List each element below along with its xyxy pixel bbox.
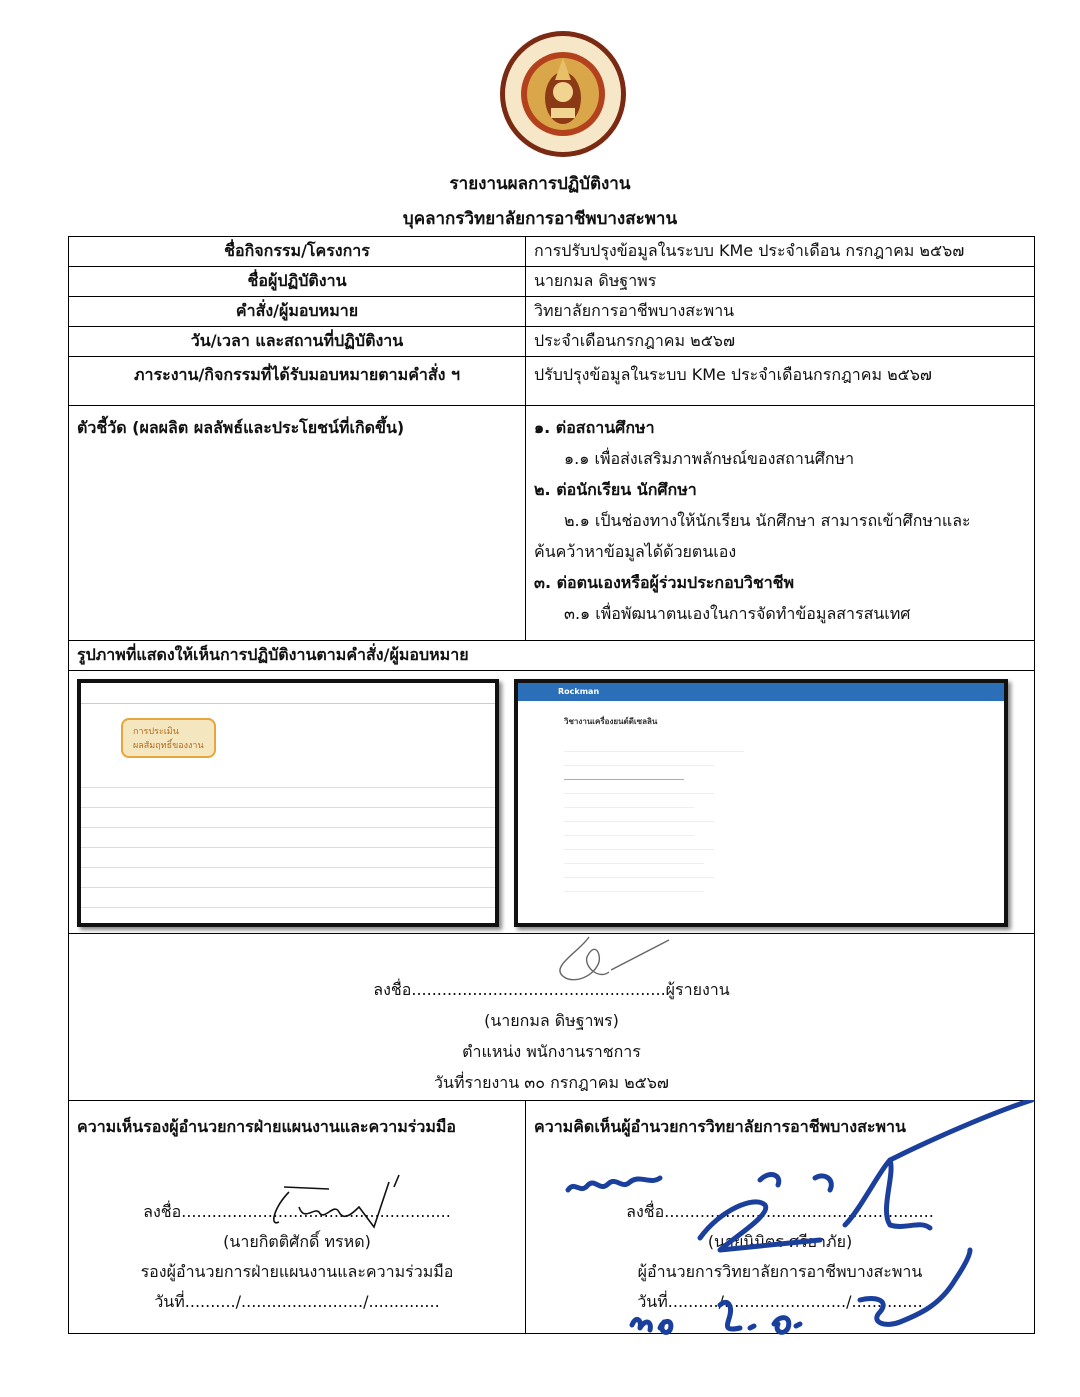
indicator-item: ๑.๑ เพื่อส่งเสริมภาพลักษณ์ของสถานศึกษา [564,449,855,468]
deputy-date-line: วันที่........../......................../.............. [154,1292,440,1311]
indicator-heading: ๒. ต่อนักเรียน นักศึกษา [534,480,697,499]
indicator-item: ๒.๑ เป็นช่องทางให้นักเรียน นักศึกษา สามารถเข้าศึกษาและ [564,511,971,530]
table-row [69,297,1035,327]
director-heading: ความคิดเห็นผู้อำนวยการวิทยาลัยการอาชีพบางสะพาน [534,1117,906,1136]
task-label: ภาระงาน/กิจกรรมที่ได้รับมอบหมายตามคำสั่ง ฯ [69,357,526,406]
reporter-row [69,934,1035,1101]
reporter-sign-line: ลงชื่อ..................................................ผู้รายงาน [373,980,730,999]
photo-row [69,671,1035,934]
worker-value: นายกมล ดิษฐาพร [526,267,1035,297]
evaluation-button-image: การประเมิน ผลสัมฤทธิ์ของงาน [121,718,216,758]
screenshots-cell [69,671,1035,934]
report-subtitle: บุคลากรวิทยาลัยการอาชีพบางสะพาน [402,209,678,229]
indicators-row [69,406,1035,641]
reporter-position: ตำแหน่ง พนักงานราชการ [462,1042,641,1061]
datetime-value: ประจำเดือนกรกฎาคม ๒๕๖๗ [526,327,1035,357]
indicator-heading: ๓. ต่อตนเองหรือผู้ร่วมประกอบวิชาชีพ [534,573,795,592]
table-row [69,327,1035,357]
photo-heading: รูปภาพที่แสดงให้เห็นการปฏิบัติงานตามคำสั่ง/ผู้มอบหมาย [69,641,1035,671]
indicators-label: ตัวชี้วัด (ผลผลิต ผลลัพธ์และประโยชน์ที่เกิดขึ้น) [69,406,526,641]
screenshot-kme-course [514,679,1008,927]
table-row [69,357,1035,406]
order-label: คำสั่ง/ผู้มอบหมาย [69,297,526,327]
table-row [69,237,1035,267]
director-approval-cell [526,1101,1035,1334]
report-table [68,236,1035,1334]
activity-value: การปรับปรุงข้อมูลในระบบ KMe ประจำเดือน กรกฎาคม ๒๕๖๗ [526,237,1035,267]
deputy-approval-cell [69,1101,526,1334]
report-date: วันที่รายงาน ๓๐ กรกฎาคม ๒๕๖๗ [434,1073,669,1092]
approvals-row [69,1101,1035,1334]
photo-heading-row [69,641,1035,671]
indicator-item-cont: ค้นคว้าหาข้อมูลได้ด้วยตนเอง [534,542,737,561]
indicators-content [526,406,1035,641]
course-title: วิชางานเครื่องยนต์ดีเซลลิน [564,717,658,726]
director-name: (นายนิมิตร ศรียาภัย) [707,1232,853,1251]
indicator-item: ๓.๑ เพื่อพัฒนาตนเองในการจัดทำข้อมูลสารสนเทศ [564,604,911,623]
reporter-name: (นายกมล ดิษฐาพร) [484,1011,619,1030]
deputy-position: รองผู้อำนวยการฝ่ายแผนงานและความร่วมมือ [140,1262,454,1281]
director-sign-line: ลงชื่อ..................................................... [626,1202,934,1221]
table-row [69,267,1035,297]
reporter-signature-cell [69,934,1035,1101]
indicator-heading: ๑. ต่อสถานศึกษา [534,418,655,437]
director-position: ผู้อำนวยการวิทยาลัยการอาชีพบางสะพาน [637,1262,923,1281]
deputy-name: (นายกิตติศักดิ์ ทรหด) [223,1232,371,1251]
datetime-label: วัน/เวลา และสถานที่ปฏิบัติงาน [69,327,526,357]
screenshot-kme-admin [77,679,499,927]
kme-brand: Rockman [518,683,1004,701]
worker-label: ชื่อผู้ปฏิบัติงาน [69,267,526,297]
director-date-line: วันที่........../......................../.............. [637,1292,923,1311]
order-value: วิทยาลัยการอาชีพบางสะพาน [526,297,1035,327]
college-seal-logo [497,28,629,160]
deputy-heading: ความเห็นรองผู้อำนวยการฝ่ายแผนงานและความร่วมมือ [77,1117,457,1136]
task-value: ปรับปรุงข้อมูลในระบบ KMe ประจำเดือนกรกฎาคม ๒๕๖๗ [526,357,1035,406]
activity-label: ชื่อกิจกรรม/โครงการ [69,237,526,267]
report-title: รายงานผลการปฏิบัติงาน [449,174,631,194]
deputy-sign-line: ลงชื่อ..................................................... [143,1202,451,1221]
